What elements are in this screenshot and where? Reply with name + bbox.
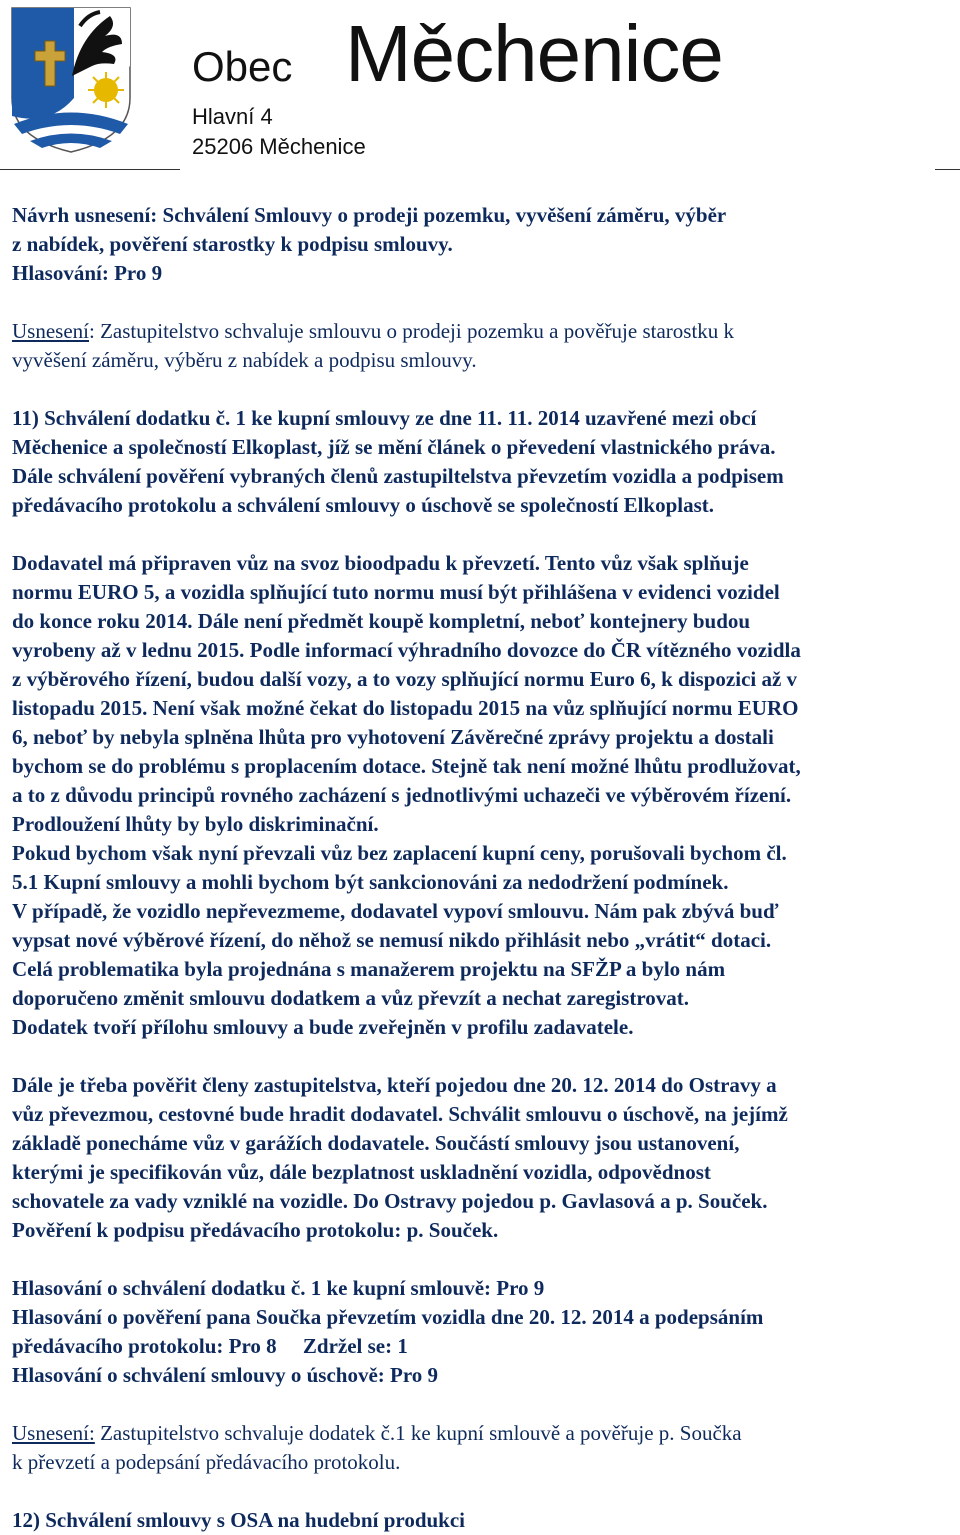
paragraph-2-line-17: Dodatek tvoří přílohu smlouvy a bude zveřejněn v profilu zadavatele. bbox=[12, 1015, 634, 1039]
resolution-2-line-1 bbox=[12, 1419, 957, 1448]
paragraph-2-line-12: 5.1 Kupní smlouvy a mohli bychom být sankcionováni za nedodržení podmínek. bbox=[12, 870, 729, 894]
paragraph-2-line-8: bychom se do problému s proplacením dotace. Stejně tak není možné lhůtu prodlužovat, bbox=[12, 754, 801, 778]
paragraph-2-line-16: doporučeno změnit smlouvu dodatkem a vůz převzít a nechat zaregistrovat. bbox=[12, 986, 690, 1010]
resolution-2-text: Zastupitelstvo schvaluje dodatek č.1 ke kupní smlouvě a pověřuje p. Součka bbox=[94, 1421, 742, 1445]
resolution-1-line-2: vyvěšení záměru, výběru z nabídek a podpisu smlouvy. bbox=[12, 348, 477, 372]
header-street-address: Hlavní 4 bbox=[192, 104, 273, 129]
vote-detail-line-2: Hlasování o pověření pana Součka převzetím vozidla dne 20. 12. 2014 a podepsáním bbox=[12, 1305, 764, 1329]
paragraph-2-line-3: do konce roku 2014. Dále není předmět koupě kompletní, neboť kontejnery budou bbox=[12, 609, 751, 633]
vote-detail-line-4: Hlasování o schválení smlouvy o úschově: Pro 9 bbox=[12, 1363, 439, 1387]
item-11-line-2: Měchenice a společností Elkoplast, jíž se mění článek o převedení vlastnického práva. bbox=[12, 435, 776, 459]
paragraph-3-line-6: Pověření k podpisu předávacího protokolu: p. Souček. bbox=[12, 1218, 499, 1242]
paragraph-2-line-6: listopadu 2015. Není však možné čekat do listopadu 2015 na vůz splňující normu EURO bbox=[12, 696, 799, 720]
item-11-line-3: Dále schválení pověření vybraných členů zastupiltelstva převzetím vozidla a podpisem bbox=[12, 464, 784, 488]
paragraph-2-line-10: Prodloužení lhůty by bylo diskriminační. bbox=[12, 812, 379, 836]
item-11-line-1: 11) Schválení dodatku č. 1 ke kupní smlouvy ze dne 11. 11. 2014 uzavřené mezi obcí bbox=[12, 406, 757, 430]
header-city-address: 25206 Měchenice bbox=[192, 134, 366, 159]
resolution-2-line-2: k převzetí a podepsání předávacího protokolu. bbox=[12, 1450, 401, 1474]
item-11-line-4: předávacího protokolu a schválení smlouvy o úschově se společností Elkoplast. bbox=[12, 493, 715, 517]
paragraph-3-line-3: základě ponecháme vůz v garážích dodavatele. Součástí smlouvy jsou ustanovení, bbox=[12, 1131, 740, 1155]
paragraph-2-line-7: 6, neboť by nebyla splněna lhůta pro vyhotovení Závěrečné zprávy projektu a dostali bbox=[12, 725, 774, 749]
paragraph-3-line-5: schovatele za vady vzniklé na vozidle. Do Ostravy pojedou p. Gavlasová a p. Souček. bbox=[12, 1189, 768, 1213]
paragraph-2-line-5: z výběrového řízení, budou další vozy, a to vozy splňující normu Euro 6, k dispozici až v bbox=[12, 667, 798, 691]
paragraph-2-line-1: Dodavatel má připraven vůz na svoz bioodpadu k převzetí. Tento vůz však splňuje bbox=[12, 551, 749, 575]
minutes-body bbox=[12, 201, 957, 1535]
draft-resolution-line-1: Návrh usnesení: Schválení Smlouvy o prodeji pozemku, vyvěšení záměru, výběr bbox=[12, 203, 727, 227]
resolution-2-label: Usnesení: bbox=[12, 1421, 95, 1445]
paragraph-3-line-4: kterými je specifikován vůz, dále bezplatnost uskladnění vozidla, odpovědnost bbox=[12, 1160, 711, 1184]
paragraph-2-line-15: Celá problematika byla projednána s manažerem projektu na SFŽP a bylo nám bbox=[12, 957, 726, 981]
resolution-1-label: Usnesení bbox=[12, 319, 89, 343]
header-divider-left bbox=[0, 169, 180, 170]
paragraph-2-line-13: V případě, že vozidlo nepřevezmeme, dodavatel vypoví smlouvu. Nám pak zbývá buď bbox=[12, 899, 779, 923]
vote-detail-line-1: Hlasování o schválení dodatku č. 1 ke kupní smlouvě: Pro 9 bbox=[12, 1276, 545, 1300]
header-prefix: Obec bbox=[192, 43, 293, 90]
paragraph-2-line-11: Pokud bychom však nyní převzali vůz bez zaplacení kupní ceny, porušovali bychom čl. bbox=[12, 841, 787, 865]
draft-resolution-line-2: z nabídek, pověření starostky k podpisu smlouvy. bbox=[12, 232, 453, 256]
header-divider-right bbox=[935, 169, 960, 170]
paragraph-2-line-2: normu EURO 5, a vozidla splňující tuto normu musí být přihlášena v evidenci vozidel bbox=[12, 580, 780, 604]
paragraph-3-line-1: Dále je třeba pověřit členy zastupitelstva, kteří pojedou dne 20. 12. 2014 do Ostravy a bbox=[12, 1073, 777, 1097]
item-12-heading: 12) Schválení smlouvy s OSA na hudební produkci bbox=[12, 1508, 466, 1532]
vote-detail-line-3: předávacího protokolu: Pro 8 Zdržel se: 1 bbox=[12, 1334, 408, 1358]
municipality-name: Měchenice bbox=[345, 9, 723, 98]
paragraph-2-line-4: vyrobeny až v lednu 2015. Podle informací výhradního dovozce do ČR vítězného vozidla bbox=[12, 638, 801, 662]
paragraph-2-line-9: a to z důvodu principů rovného zacházení s jednotlivými uchazeči ve výběrovém řízení. bbox=[12, 783, 792, 807]
municipal-crest-logo bbox=[10, 6, 132, 154]
paragraph-3-line-2: vůz převezmou, cestovné bude hradit dodavatel. Schválit smlouvu o úschově, na jejímž bbox=[12, 1102, 788, 1126]
resolution-1-text: : Zastupitelstvo schvaluje smlouvu o prodeji pozemku a pověřuje starostku k bbox=[89, 319, 735, 343]
vote-line: Hlasování: Pro 9 bbox=[12, 261, 163, 285]
resolution-1-line-1 bbox=[12, 317, 957, 346]
paragraph-2-line-14: vypsat nové výběrové řízení, do něhož se nemusí nikdo přihlásit nebo „vrátit“ dotaci. bbox=[12, 928, 772, 952]
